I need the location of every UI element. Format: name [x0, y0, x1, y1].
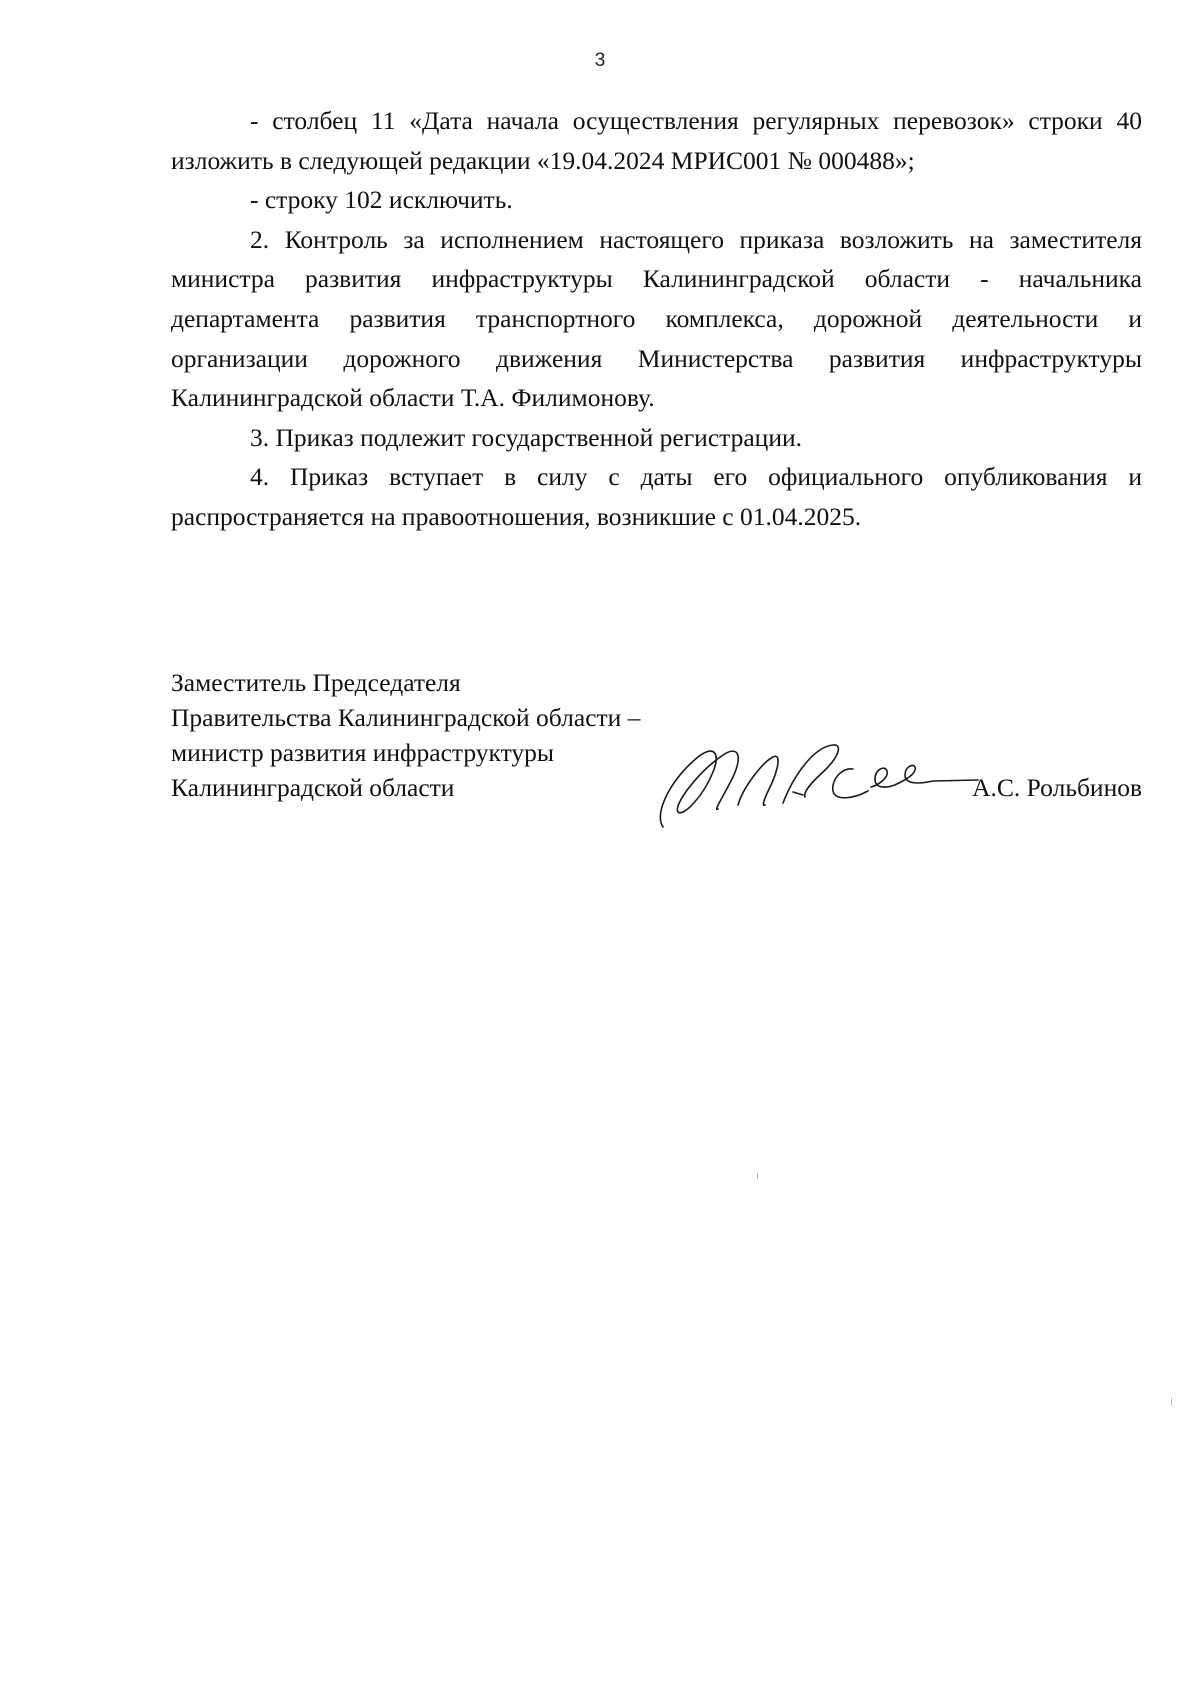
scan-artifact: [757, 1173, 758, 1179]
signer-title-line-4: Калининградской области: [171, 773, 455, 802]
paragraph-registration-clause: 3. Приказ подлежит государственной регистрации.: [250, 422, 802, 452]
paragraph-column-11-amendment: - столбец 11 «Дата начала осуществления регулярных перевозок» строки 40 изложить в следующей редакции «19.04.2024 МРИС001 № 000488»;: [171, 106, 1142, 175]
page-number: 3: [594, 50, 606, 71]
scan-artifact: [1171, 1398, 1172, 1406]
paragraph-effective-date-clause: 4. Приказ вступает в силу с даты его официального опубликования и распространяется на правоотношения, возникшие с 01.04.2025.: [171, 462, 1142, 531]
paragraph-row-102-removal: - строку 102 исключить.: [250, 185, 513, 215]
signature-block: [171, 665, 1142, 825]
signer-title-line-2: Правительства Калининградской области –: [171, 703, 641, 732]
signer-title-line-3: министр развития инфраструктуры: [171, 738, 555, 767]
signer-title-line-1: Заместитель Председателя: [171, 668, 461, 697]
signer-name: А.С. Рольбинов: [972, 773, 1142, 802]
document-body: [171, 101, 1142, 537]
handwritten-signature: [643, 717, 983, 837]
paragraph-control-clause: 2. Контроль за исполнением настоящего приказа возложить на заместителя министра развития инфраструктуры Калининградской области - начальника департамента развития транспортного комплекса, дорожной деятельности и организации дорожного движения Министерства развития инфраструктуры Калининградской области Т.А. Филимонову.: [171, 224, 1142, 413]
